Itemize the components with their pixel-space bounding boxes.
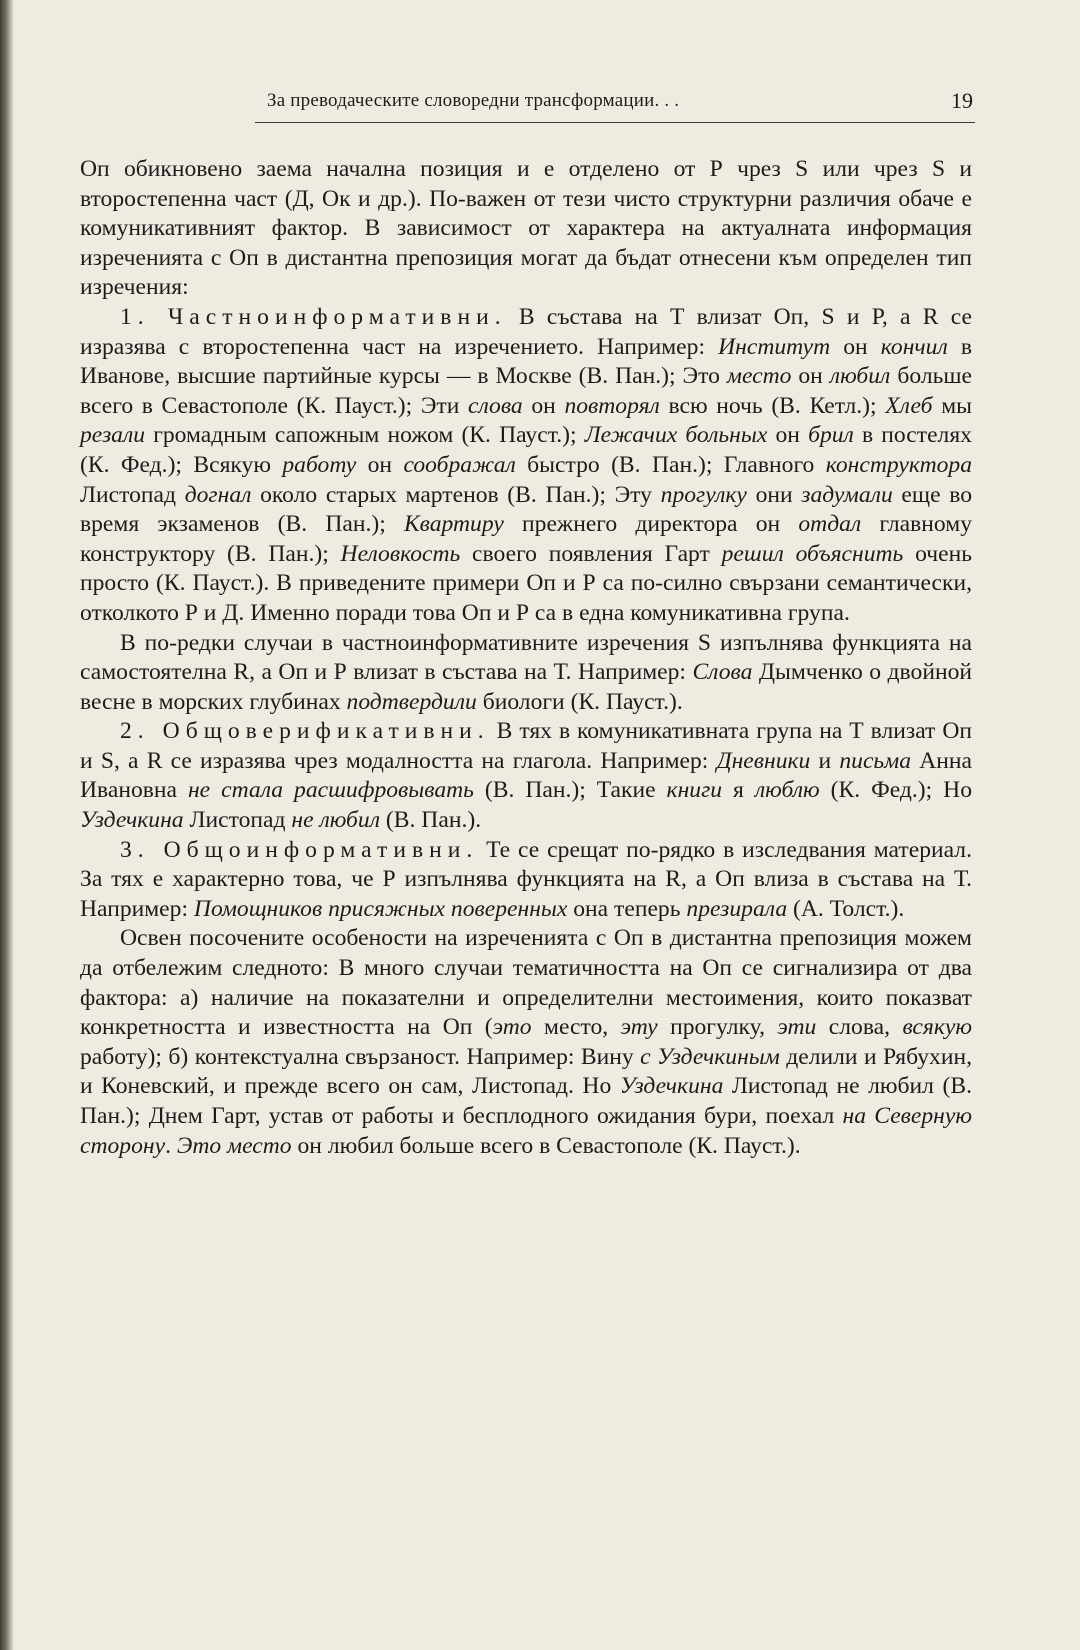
- paragraph-partial-informative: [80, 303, 972, 629]
- text-run: около старых мартенов (В. Пан.); Эту: [251, 481, 661, 508]
- text-run: он любил больше всего в Севастополе (К. Пауст.).: [291, 1132, 801, 1159]
- text-run: прогулку,: [657, 1014, 778, 1041]
- text-run: слова,: [816, 1014, 903, 1041]
- text-run: В състава на Т влизат Оп, S и Р, а R се изразява с второстепенна част на изречението. Например:: [80, 303, 972, 360]
- text-run: еще во время экзаменов (В. Пан.);: [80, 481, 972, 538]
- italic-example: не стала расшифровывать: [187, 777, 474, 804]
- text-run: он: [522, 392, 565, 419]
- italic-example: письма: [839, 747, 912, 774]
- text-run: (А. Толст.).: [787, 895, 905, 922]
- italic-example: Уздечкина: [619, 1073, 724, 1100]
- italic-example: люблю: [754, 777, 820, 804]
- running-head: [255, 84, 975, 124]
- italic-example: Помощников присяжных поверенных: [193, 895, 568, 922]
- italic-example: Это место: [176, 1132, 292, 1159]
- italic-example: эту: [620, 1014, 658, 1041]
- page-number: 19: [951, 88, 973, 113]
- italic-example: соображал: [403, 451, 516, 478]
- italic-example: резали: [80, 422, 146, 449]
- text-run: Листопад: [183, 807, 292, 834]
- text-run: он: [830, 333, 881, 360]
- italic-example: книги: [666, 777, 723, 804]
- section-heading-general-informative: 3. Общоинформативни.: [120, 836, 479, 863]
- italic-example: Институт: [718, 333, 831, 360]
- paragraph-general-informative: [80, 836, 972, 925]
- section-heading-partial-informative: 1. Частноинформативни.: [120, 303, 507, 330]
- italic-example: повторял: [564, 392, 660, 419]
- text-run: В по-редки случаи в частноинформативните изречения S изпълнява функцията на самостоятелна R, а Оп и Р влизат в състава на Т. Например:: [80, 629, 972, 686]
- text-run: Листопад: [80, 481, 185, 508]
- paragraph-rare-cases: [80, 629, 972, 718]
- text-run: место,: [531, 1014, 621, 1041]
- italic-example: Квартиру: [403, 511, 504, 538]
- text-run: мы: [932, 392, 972, 419]
- italic-example: брил: [808, 422, 854, 449]
- body-text: [80, 155, 972, 1161]
- text-run: своего появления Гарт: [460, 540, 722, 567]
- italic-example: подтвердили: [346, 688, 477, 715]
- text-run: Те се срещат по-рядко в изследвания материал. За тях е характерно това, че Р изпълнява функцията на R, а Оп влиза в състава на Т. Например:: [80, 836, 972, 922]
- text-run: (К. Фед.); Но: [819, 777, 972, 804]
- text-run: она теперь: [567, 895, 687, 922]
- italic-example: кончил: [880, 333, 948, 360]
- text-run: он: [791, 363, 830, 390]
- italic-example: работу: [282, 451, 357, 478]
- italic-example: догнал: [184, 481, 252, 508]
- italic-example: любил: [829, 363, 891, 390]
- text-run: Анна Ивановна: [80, 747, 972, 804]
- italic-example: задумали: [801, 481, 893, 508]
- italic-example: с Уздечкиным: [640, 1043, 780, 1070]
- text-run: я: [722, 777, 755, 804]
- italic-example: место: [726, 363, 792, 390]
- text-run: они: [746, 481, 802, 508]
- text-run: делили и Рябухин, и Коневский, и прежде всего он сам, Листопад. Но: [80, 1043, 972, 1100]
- paragraph-general-verificative: [80, 717, 972, 835]
- text-run: .: [165, 1132, 177, 1159]
- italic-example: конструктора: [825, 451, 972, 478]
- italic-example: Хлеб: [885, 392, 933, 419]
- text-run: в Иванове, высшие партийные курсы — в Москве (В. Пан.); Это: [80, 333, 972, 390]
- running-head-title: За преводаческите словоредни трансформации. . .: [267, 90, 680, 111]
- italic-example: это: [492, 1014, 532, 1041]
- text-run: всю ночь (В. Кетл.);: [659, 392, 886, 419]
- italic-example: Уздечкина: [80, 807, 184, 834]
- italic-example: эти: [777, 1014, 817, 1041]
- italic-example: прогулку: [660, 481, 747, 508]
- text-run: биологи (К. Пауст.).: [476, 688, 683, 715]
- text-run: в постелях (К. Фед.); Всякую: [80, 422, 972, 478]
- text-run: (В. Пан.); Такие: [473, 777, 667, 804]
- italic-example: всякую: [902, 1014, 972, 1041]
- text-run: работу); б) контекстуална свързаност. Например: Вину: [80, 1043, 641, 1070]
- italic-example: слова: [467, 392, 523, 419]
- text-run: громадным сапожным ножом (К. Пауст.);: [145, 422, 585, 449]
- text-run: больше всего в Севастополе (К. Пауст.); Эти: [80, 363, 972, 419]
- italic-example: на Северную сторону: [80, 1103, 972, 1159]
- text-run: быстро (В. Пан.); Главного: [515, 451, 826, 478]
- paragraph-thematicity: [80, 924, 972, 1161]
- italic-example: Лежачих больных: [584, 422, 768, 449]
- text-run: он: [356, 451, 404, 478]
- text-run: Освен посочените особености на изреченията с Оп в дистантна препозиция можем да отбележим следното: В много случаи тематичността на Оп се сигнализира от два фактора: а) наличие на показателни и определителни местоимения, които показват конкретността и известността на Оп (: [80, 925, 972, 1041]
- text-run: Листопад не любил (В. Пан.); Днем Гарт, устав от работы и бесплодного ожидания бури, поехал: [80, 1073, 972, 1129]
- italic-example: Дневники: [716, 747, 811, 774]
- text-run: главному конструктору (В. Пан.);: [80, 511, 972, 567]
- text-run: В тях в комуникативната група на Т влизат Оп и S, а R се изразява чрез модалността на глагола. Например:: [80, 718, 972, 774]
- italic-example: отдал: [798, 511, 862, 538]
- italic-example: решил объяснить: [721, 540, 904, 567]
- section-heading-general-verificative: 2. Общоверификативни.: [120, 718, 490, 745]
- text-run: он: [767, 422, 809, 449]
- book-spine-shadow: [0, 0, 14, 1650]
- text-run: очень просто (К. Пауст.). В приведените примери Оп и Р са по-силно свързани семантически, отколкото Р и Д. Именно поради това Оп и Р са в една комуникативна група.: [80, 540, 972, 626]
- text-run: Дымченко о двойной весне в морских глубинах: [80, 659, 972, 715]
- italic-example: не любил: [291, 807, 381, 834]
- italic-example: презирала: [686, 895, 788, 922]
- text-run: и: [810, 747, 840, 774]
- italic-example: Слова: [692, 659, 753, 686]
- italic-example: Неловкость: [340, 540, 461, 567]
- text-run: (В. Пан.).: [380, 807, 482, 834]
- header-rule: [255, 122, 975, 123]
- text-run: прежнего директора он: [503, 511, 799, 538]
- paragraph-intro: Оп обикновено заема начална позиция и е отделено от Р чрез S или чрез S и второстепенна част (Д, Ок и др.). По-важен от тези чисто структурни различия обаче е комуникативният фактор. В зависимост от характера на актуалната информация изреченията с Оп в дистантна препозиция могат да бъдат отнесени към определен тип изречения:: [80, 156, 972, 301]
